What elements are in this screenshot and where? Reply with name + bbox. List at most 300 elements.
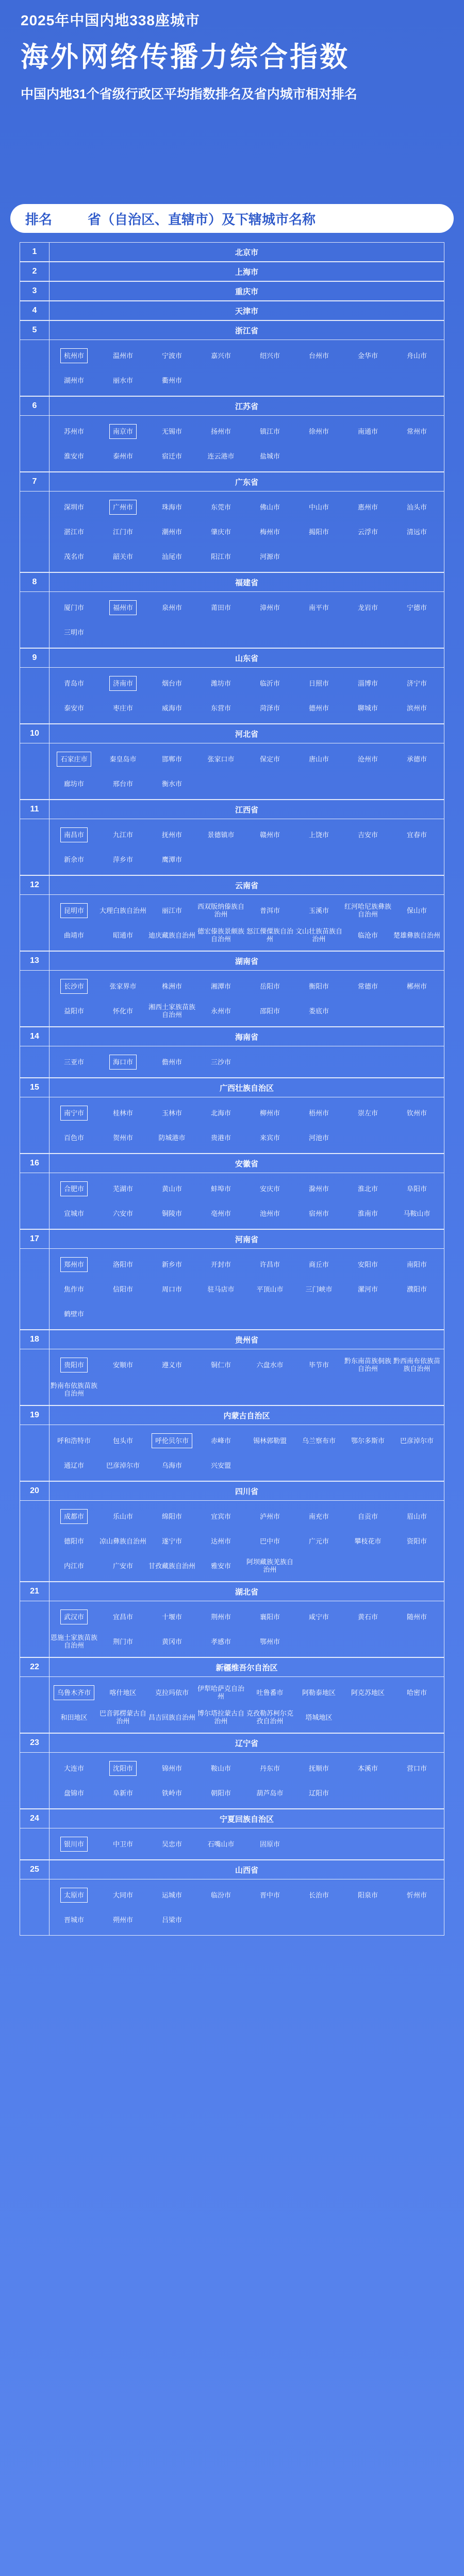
city-item <box>196 1100 245 1125</box>
city-item <box>147 696 196 720</box>
city-item <box>196 923 245 947</box>
city-item <box>98 1453 147 1478</box>
city-name: 承德市 <box>406 755 427 763</box>
city-item <box>343 495 392 519</box>
city-list <box>49 1249 444 1329</box>
province-name: 山西省 <box>235 1866 258 1875</box>
city-name: 宣城市 <box>63 1209 84 1217</box>
province-header <box>20 1230 444 1249</box>
city-name: 株洲市 <box>161 982 182 990</box>
city-item <box>196 544 245 569</box>
city-item <box>49 1832 98 1856</box>
city-name: 银川市 <box>60 1837 88 1852</box>
city-list <box>49 1046 444 1077</box>
province-row <box>20 396 444 472</box>
city-item <box>245 1553 294 1578</box>
city-name: 东营市 <box>210 704 231 712</box>
name-column-header: 省（自治区、直辖市）及下辖城市名称 <box>88 211 316 227</box>
city-item <box>196 1553 245 1578</box>
city-name: 阿克苏地区 <box>351 1688 385 1697</box>
city-list <box>49 492 444 572</box>
city-name: 韶关市 <box>112 552 133 561</box>
city-item <box>147 898 196 923</box>
city-name: 怒江傈僳族自治州 <box>246 927 294 943</box>
city-name: 赤峰市 <box>210 1436 231 1445</box>
city-item <box>343 1883 392 1907</box>
city-name: 泰安市 <box>63 704 84 712</box>
city-name: 十堰市 <box>161 1613 182 1621</box>
province-row <box>20 1330 444 1405</box>
province-rank: 12 <box>20 876 49 894</box>
city-item <box>98 747 147 771</box>
city-name: 黄山市 <box>161 1184 182 1193</box>
city-name: 洛阳市 <box>112 1260 133 1268</box>
city-list <box>49 819 444 875</box>
city-name: 武汉市 <box>60 1609 88 1624</box>
city-item <box>49 444 98 468</box>
city-name: 六盘水市 <box>256 1361 284 1369</box>
city-name: 沧州市 <box>357 755 378 763</box>
city-item <box>49 1453 98 1478</box>
city-name: 淮安市 <box>63 452 84 460</box>
city-name: 哈密市 <box>406 1688 427 1697</box>
city-item <box>147 1201 196 1226</box>
city-name: 晋城市 <box>63 1916 84 1924</box>
province-name: 新疆维吾尔自治区 <box>216 1663 278 1672</box>
city-name: 甘孜藏族自治州 <box>148 1562 196 1570</box>
city-item <box>49 1301 98 1326</box>
province-rank: 6 <box>20 397 49 415</box>
province-row <box>20 1657 444 1733</box>
page-header <box>0 0 464 196</box>
city-item <box>147 343 196 368</box>
city-item <box>98 1352 147 1377</box>
city-item <box>245 1529 294 1553</box>
city-item <box>196 696 245 720</box>
city-item <box>147 1629 196 1654</box>
city-name: 汕尾市 <box>161 552 182 561</box>
city-item <box>98 343 147 368</box>
province-row <box>20 800 444 875</box>
city-item <box>294 696 343 720</box>
city-item <box>245 1680 294 1705</box>
city-item <box>49 822 98 847</box>
province-header <box>20 1658 444 1677</box>
city-item <box>196 1604 245 1629</box>
city-item <box>49 998 98 1023</box>
city-name: 厦门市 <box>63 603 84 612</box>
city-item <box>49 1252 98 1277</box>
province-rank: 22 <box>20 1658 49 1676</box>
province-name: 北京市 <box>235 248 258 257</box>
province-row <box>20 301 444 320</box>
city-item <box>245 1832 294 1856</box>
city-item <box>343 1680 392 1705</box>
city-name: 随州市 <box>406 1613 427 1621</box>
city-name: 湖州市 <box>63 376 84 384</box>
city-item <box>196 1049 245 1074</box>
city-item <box>98 771 147 796</box>
city-item <box>98 1907 147 1932</box>
city-item <box>392 747 441 771</box>
city-name: 营口市 <box>406 1764 427 1772</box>
city-name: 梧州市 <box>308 1109 329 1117</box>
city-name: 凉山彝族自治州 <box>100 1537 147 1545</box>
city-name: 滨州市 <box>406 704 427 712</box>
city-item <box>245 1883 294 1907</box>
province-row <box>20 1405 444 1481</box>
city-item <box>98 1883 147 1907</box>
city-name: 南充市 <box>308 1512 329 1520</box>
city-item <box>98 822 147 847</box>
city-item <box>392 1504 441 1529</box>
province-header <box>20 952 444 971</box>
city-item <box>98 847 147 872</box>
city-name: 秦皇岛市 <box>109 755 137 763</box>
province-header <box>20 1582 444 1601</box>
city-item <box>49 974 98 998</box>
city-item <box>49 1705 98 1730</box>
city-name: 大理白族自治州 <box>100 906 147 914</box>
city-item <box>245 544 294 569</box>
city-name: 楚雄彝族自治州 <box>393 931 441 939</box>
city-list <box>49 895 444 951</box>
city-item <box>294 898 343 923</box>
city-item <box>245 923 294 947</box>
city-name: 漯河市 <box>357 1285 378 1293</box>
province-header <box>20 1860 444 1879</box>
city-item <box>49 1883 98 1907</box>
city-name: 东莞市 <box>210 503 231 511</box>
province-rank: 9 <box>20 649 49 667</box>
city-item <box>49 1504 98 1529</box>
city-item <box>196 495 245 519</box>
city-item <box>392 1680 441 1705</box>
city-name: 温州市 <box>112 351 133 360</box>
city-item <box>147 747 196 771</box>
city-name: 郴州市 <box>406 982 427 990</box>
city-name: 信阳市 <box>112 1285 133 1293</box>
city-item <box>49 1176 98 1201</box>
city-item <box>245 1705 294 1730</box>
city-item <box>49 1100 98 1125</box>
city-name: 阳江市 <box>210 552 231 561</box>
city-item <box>49 1125 98 1150</box>
city-name: 眉山市 <box>406 1512 427 1520</box>
city-name: 石家庄市 <box>57 752 91 767</box>
city-name: 巴音郭楞蒙古自治州 <box>100 1709 147 1725</box>
city-name: 蚌埠市 <box>210 1184 231 1193</box>
province-name: 宁夏回族自治区 <box>219 1815 274 1824</box>
city-name: 邢台市 <box>112 779 133 788</box>
city-name: 崇左市 <box>357 1109 378 1117</box>
province-header <box>20 800 444 819</box>
city-name: 达州市 <box>210 1537 231 1545</box>
province-rank: 16 <box>20 1154 49 1173</box>
city-name: 西双版纳傣族自治州 <box>197 903 245 918</box>
province-header <box>20 1734 444 1753</box>
province-rank: 23 <box>20 1734 49 1752</box>
city-name: 常州市 <box>406 427 427 435</box>
city-name: 徐州市 <box>308 427 329 435</box>
city-name: 潮州市 <box>161 528 182 536</box>
city-name: 呼伦贝尔市 <box>152 1433 192 1448</box>
city-item <box>343 671 392 696</box>
province-header <box>20 262 444 281</box>
city-name: 金华市 <box>357 351 378 360</box>
city-list <box>49 1349 444 1405</box>
city-item <box>98 974 147 998</box>
city-item <box>147 974 196 998</box>
city-name: 南京市 <box>109 424 137 439</box>
city-item <box>98 696 147 720</box>
city-item <box>147 1252 196 1277</box>
city-name: 广安市 <box>112 1562 133 1570</box>
city-name: 威海市 <box>161 704 182 712</box>
city-name: 中卫市 <box>112 1840 133 1848</box>
city-item <box>147 923 196 947</box>
city-name: 伊犁哈萨克自治州 <box>197 1685 245 1700</box>
city-item <box>245 519 294 544</box>
city-name: 朝阳市 <box>210 1789 231 1797</box>
province-name: 湖南省 <box>235 957 258 966</box>
city-name: 安顺市 <box>112 1361 133 1369</box>
city-name: 廊坊市 <box>63 779 84 788</box>
city-item <box>147 998 196 1023</box>
city-item <box>343 595 392 620</box>
city-item <box>147 1049 196 1074</box>
city-list <box>49 971 444 1026</box>
city-name: 淮南市 <box>357 1209 378 1217</box>
city-name: 淮北市 <box>357 1184 378 1193</box>
city-item <box>196 898 245 923</box>
province-rank: 24 <box>20 1809 49 1828</box>
city-item <box>49 544 98 569</box>
city-item <box>392 519 441 544</box>
province-header <box>20 1809 444 1828</box>
province-header <box>20 1330 444 1349</box>
city-item <box>392 1352 441 1377</box>
city-item <box>98 1604 147 1629</box>
city-name: 丽江市 <box>161 906 182 914</box>
province-row <box>20 1078 444 1154</box>
city-name: 乐山市 <box>112 1512 133 1520</box>
city-item <box>392 974 441 998</box>
city-item <box>196 671 245 696</box>
city-name: 三沙市 <box>210 1058 231 1066</box>
city-item <box>392 898 441 923</box>
city-item <box>245 444 294 468</box>
city-name: 衡阳市 <box>308 982 329 990</box>
city-item <box>392 419 441 444</box>
province-header <box>20 1078 444 1097</box>
province-name: 重庆市 <box>235 287 258 296</box>
city-item <box>392 1604 441 1629</box>
city-item <box>98 1252 147 1277</box>
city-name: 喀什地区 <box>109 1688 137 1697</box>
city-item <box>147 1100 196 1125</box>
city-item <box>147 1428 196 1453</box>
city-name: 抚顺市 <box>308 1764 329 1772</box>
city-item <box>245 495 294 519</box>
city-item <box>245 671 294 696</box>
city-name: 新余市 <box>63 855 84 863</box>
province-row <box>20 724 444 800</box>
city-name: 迪庆藏族自治州 <box>148 931 196 939</box>
city-name: 嘉兴市 <box>210 351 231 360</box>
city-item <box>196 444 245 468</box>
city-name: 安阳市 <box>357 1260 378 1268</box>
city-item <box>49 1201 98 1226</box>
city-name: 宁波市 <box>161 351 182 360</box>
city-item <box>147 495 196 519</box>
city-name: 枣庄市 <box>112 704 133 712</box>
city-item <box>98 1428 147 1453</box>
city-item <box>245 1100 294 1125</box>
city-item <box>49 1629 98 1654</box>
city-item <box>392 1883 441 1907</box>
city-name: 成都市 <box>60 1509 88 1524</box>
city-item <box>196 419 245 444</box>
city-name: 文山壮族苗族自治州 <box>295 927 343 943</box>
city-name: 太原市 <box>60 1888 88 1903</box>
city-name: 河池市 <box>308 1133 329 1142</box>
province-rank: 11 <box>20 800 49 819</box>
city-name: 宜春市 <box>406 831 427 839</box>
city-name: 济宁市 <box>406 679 427 687</box>
city-item <box>245 974 294 998</box>
city-name: 铜仁市 <box>210 1361 231 1369</box>
province-rank: 7 <box>20 472 49 491</box>
city-name: 鹰潭市 <box>161 855 182 863</box>
city-item <box>343 974 392 998</box>
city-name: 台州市 <box>308 351 329 360</box>
city-item <box>49 898 98 923</box>
city-name: 锦州市 <box>161 1764 182 1772</box>
city-name: 锡林郭勒盟 <box>253 1436 287 1445</box>
city-item <box>343 822 392 847</box>
city-name: 新乡市 <box>161 1260 182 1268</box>
city-name: 黔西南布依族苗族自治州 <box>393 1357 441 1372</box>
city-item <box>245 1125 294 1150</box>
province-name: 云南省 <box>235 881 258 890</box>
city-item <box>98 544 147 569</box>
city-item <box>245 419 294 444</box>
city-name: 云浮市 <box>357 528 378 536</box>
city-name: 鄂尔多斯市 <box>351 1436 385 1445</box>
city-item <box>294 1428 343 1453</box>
city-name: 固原市 <box>259 1840 280 1848</box>
city-name: 阜阳市 <box>406 1184 427 1193</box>
city-item <box>294 343 343 368</box>
province-name: 海南省 <box>235 1032 258 1042</box>
city-name: 昌吉回族自治州 <box>148 1713 196 1721</box>
city-item <box>147 1125 196 1150</box>
city-name: 通辽市 <box>63 1461 84 1469</box>
city-item <box>245 1756 294 1781</box>
city-name: 黔东南苗族侗族自治州 <box>344 1357 392 1372</box>
city-name: 运城市 <box>161 1891 182 1899</box>
city-name: 忻州市 <box>406 1891 427 1899</box>
city-item <box>294 747 343 771</box>
city-name: 景德镇市 <box>207 831 235 839</box>
city-item <box>245 343 294 368</box>
city-item <box>98 1832 147 1856</box>
province-row <box>20 1733 444 1809</box>
city-name: 内江市 <box>63 1562 84 1570</box>
city-item <box>245 595 294 620</box>
city-item <box>294 1504 343 1529</box>
city-name: 雅安市 <box>210 1562 231 1570</box>
city-name: 荆州市 <box>210 1613 231 1621</box>
city-item <box>49 519 98 544</box>
province-row <box>20 572 444 648</box>
city-name: 乌鲁木齐市 <box>54 1685 94 1700</box>
city-item <box>294 519 343 544</box>
city-name: 宿州市 <box>308 1209 329 1217</box>
city-item <box>98 1100 147 1125</box>
city-name: 深圳市 <box>63 503 84 511</box>
city-name: 无锡市 <box>161 427 182 435</box>
city-name: 亳州市 <box>210 1209 231 1217</box>
city-item <box>245 1604 294 1629</box>
city-item <box>49 747 98 771</box>
city-item <box>49 595 98 620</box>
city-name: 本溪市 <box>357 1764 378 1772</box>
city-name: 巴彦淖尔市 <box>400 1436 434 1445</box>
city-item <box>49 1529 98 1553</box>
city-name: 宁德市 <box>406 603 427 612</box>
city-item <box>343 923 392 947</box>
city-item <box>98 898 147 923</box>
city-name: 海口市 <box>109 1055 137 1070</box>
province-row <box>20 951 444 1027</box>
city-name: 宜昌市 <box>112 1613 133 1621</box>
city-name: 昆明市 <box>60 903 88 918</box>
city-name: 普洱市 <box>259 906 280 914</box>
province-name: 浙江省 <box>235 326 258 335</box>
city-name: 南平市 <box>308 603 329 612</box>
city-name: 抚州市 <box>161 831 182 839</box>
city-item <box>98 444 147 468</box>
province-name: 江西省 <box>235 805 258 815</box>
city-name: 乌兰察布市 <box>302 1436 336 1445</box>
province-rank: 14 <box>20 1027 49 1046</box>
city-name: 益阳市 <box>63 1007 84 1015</box>
city-name: 佛山市 <box>259 503 280 511</box>
table-header <box>10 204 454 233</box>
city-name: 玉林市 <box>161 1109 182 1117</box>
city-item <box>147 771 196 796</box>
city-name: 吐鲁番市 <box>256 1688 284 1697</box>
city-name: 唐山市 <box>308 755 329 763</box>
city-name: 巴中市 <box>259 1537 280 1545</box>
city-item <box>343 1504 392 1529</box>
city-item <box>98 1529 147 1553</box>
city-name: 梅州市 <box>259 528 280 536</box>
city-name: 德阳市 <box>63 1537 84 1545</box>
city-item <box>294 974 343 998</box>
city-item <box>49 1756 98 1781</box>
city-item <box>147 1553 196 1578</box>
province-name: 江苏省 <box>235 402 258 411</box>
city-name: 揭阳市 <box>308 528 329 536</box>
city-name: 湘西土家族苗族自治州 <box>148 1003 196 1019</box>
city-name: 乌海市 <box>161 1461 182 1469</box>
city-name: 南昌市 <box>60 827 88 842</box>
city-name: 镇江市 <box>259 427 280 435</box>
city-name: 驻马店市 <box>207 1285 235 1293</box>
